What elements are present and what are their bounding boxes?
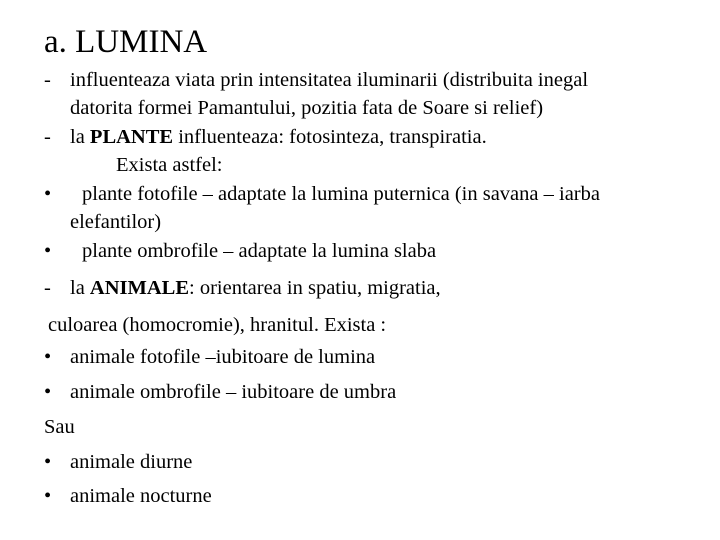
text-line: Sau: [44, 416, 75, 438]
bold-term-animale: ANIMALE: [89, 277, 190, 299]
text-line: datorita formei Pamantului, pozitia fata de Soare si relief): [70, 97, 544, 119]
bullet-marker: •: [44, 183, 52, 205]
bullet-marker: •: [44, 240, 52, 262]
text-span: la: [70, 126, 90, 148]
text-line: plante fotofile – adaptate la lumina puternica (in savana – iarba: [82, 183, 600, 205]
bullet-marker: •: [44, 451, 52, 473]
text-line: plante ombrofile – adaptate la lumina slaba: [82, 240, 437, 262]
dash-marker: -: [44, 126, 51, 148]
slide-title: a. LUMINA: [44, 24, 208, 60]
bullet-marker: •: [44, 346, 52, 368]
dash-marker: -: [44, 277, 51, 299]
text-line: animale nocturne: [70, 485, 212, 507]
text-line: animale diurne: [70, 451, 193, 473]
text-span: influenteaza: fotosinteza, transpiratia.: [173, 126, 487, 148]
bullet-marker: •: [44, 485, 52, 507]
text-line: [70, 125, 487, 149]
text-line: Exista astfel:: [116, 154, 223, 176]
bold-term-plante: PLANTE: [89, 126, 174, 148]
text-line: animale ombrofile – iubitoare de umbra: [70, 381, 397, 403]
text-line: influenteaza viata prin intensitatea iluminarii (distribuita inegal: [70, 69, 589, 91]
text-line: culoarea (homocromie), hranitul. Exista :: [48, 314, 387, 336]
bullet-marker: •: [44, 381, 52, 403]
text-line: [70, 276, 441, 300]
text-span: la: [70, 277, 90, 299]
dash-marker: -: [44, 69, 51, 91]
text-span: : orientarea in spatiu, migratia,: [189, 277, 441, 299]
text-line: animale fotofile –iubitoare de lumina: [70, 346, 376, 368]
text-line: elefantilor): [70, 211, 162, 233]
